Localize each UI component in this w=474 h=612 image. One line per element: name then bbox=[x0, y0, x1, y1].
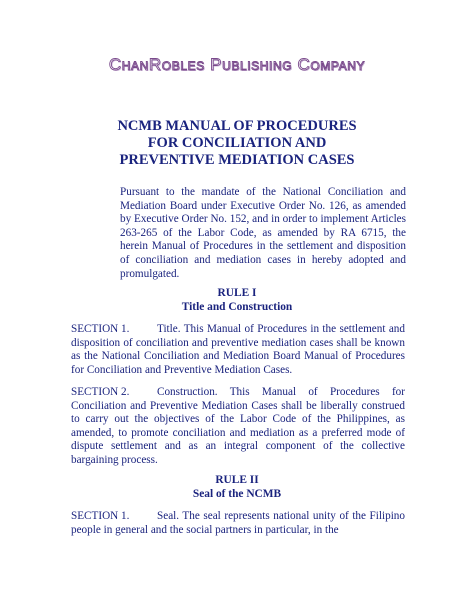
title-line-1: NCMB MANUAL OF PROCEDURES bbox=[117, 118, 357, 134]
document-title bbox=[0, 118, 474, 169]
preamble-paragraph: Pursuant to the mandate of the National Conciliation and Mediation Board under Executive Order No. 126, as amended by Executive Order No. 152, and in order to implement Articles 263-265 of the Labor Code, as amended by RA 6715, the herein Manual of Procedures in the settlement and disposition of conciliation and mediation cases in hereby adopted and promulgated. bbox=[120, 186, 406, 280]
section-text: Title. This Manual of Procedures in the settlement and disposition of conciliation and preventive mediation cases shall be known as the National Conciliation and Mediation Board Manual of Procedures for Conciliation and Preventive Mediation Cases. bbox=[71, 323, 405, 376]
rule-1-heading bbox=[0, 287, 474, 314]
section-number: SECTION 1. bbox=[71, 510, 130, 522]
rule-2-section-1 bbox=[71, 510, 405, 537]
section-number: SECTION 2. bbox=[71, 386, 130, 398]
rule-1-title: Title and Construction bbox=[181, 300, 293, 313]
rule-2-number: RULE II bbox=[215, 474, 259, 486]
title-line-2: FOR CONCILIATION AND bbox=[147, 135, 327, 151]
rule-2-heading bbox=[0, 474, 474, 501]
rule-2-title: Seal of the NCMB bbox=[192, 487, 282, 500]
section-text: Seal. The seal represents national unity of the Filipino people in general and the social partners in particular, in the bbox=[71, 510, 405, 536]
section-number: SECTION 1. bbox=[71, 323, 130, 335]
title-line-3: PREVENTIVE MEDIATION CASES bbox=[119, 152, 355, 168]
section-text: Construction. This Manual of Procedures for Conciliation and Preventive Mediation Cases shall be liberally construed to carry out the objectives of the Labor Code of the Philippines, as amended, to promote conciliation and mediation as a preferred mode of dispute settlement and as an integral component of the collective bargaining process. bbox=[71, 386, 405, 466]
publisher-header: ChanRobles Publishing Company bbox=[108, 55, 366, 74]
rule-1-section-1 bbox=[71, 323, 405, 377]
rule-1-number: RULE I bbox=[217, 287, 257, 299]
rule-1-section-2 bbox=[71, 386, 405, 468]
